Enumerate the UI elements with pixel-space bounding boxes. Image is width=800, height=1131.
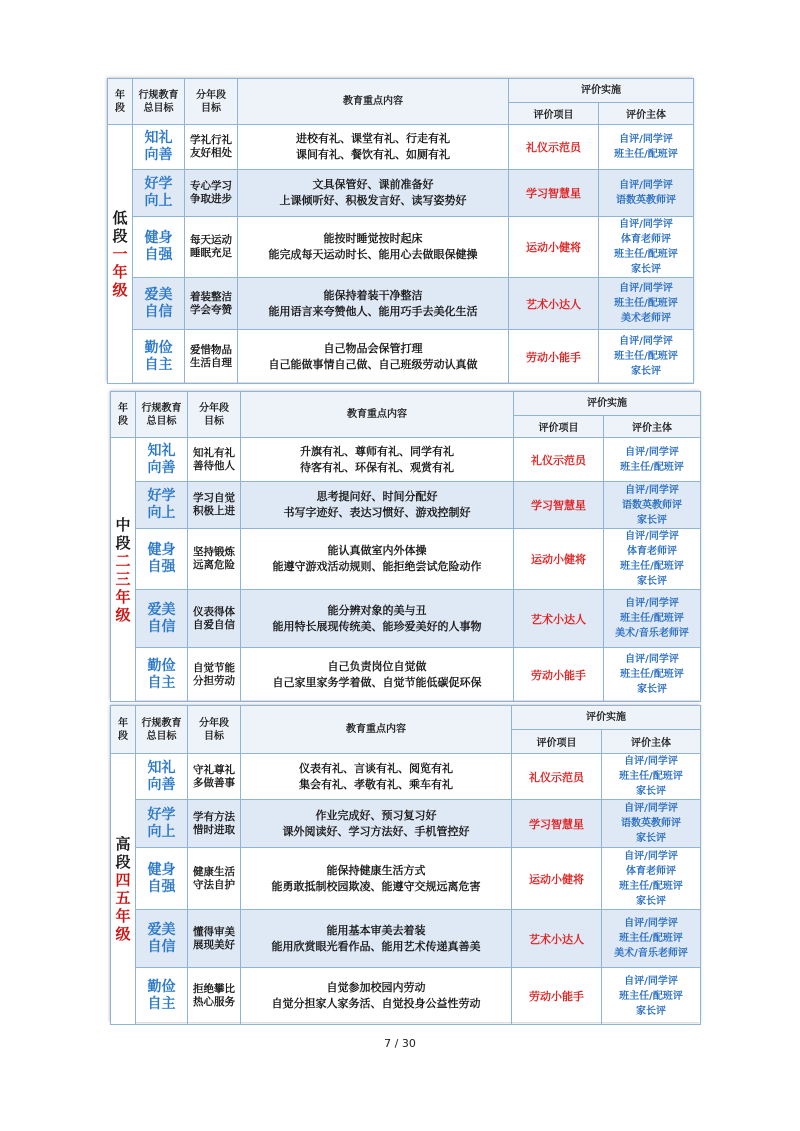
grade-char: 三 [115,569,131,588]
table-row [108,217,694,278]
content-cell [238,125,509,170]
header-grade-line: 年 [118,717,128,729]
header-goal-line: 行规教育 [138,89,179,101]
eval-subject-line: 体育老师评 [626,865,676,877]
eval-subject-line: 家长评 [637,684,667,695]
header-grade [111,706,136,754]
goal-line: 自强 [147,878,176,895]
content-cell [241,968,512,1025]
goal-line: 勤俭 [147,657,176,674]
header-sub-line: 目标 [204,730,224,742]
eval-subject-line: 班主任/配班评 [619,990,683,1002]
goal-line: 自主 [147,996,176,1012]
header-grade-line: 段 [118,730,128,742]
eval-subject-cell [602,968,701,1025]
table-row [111,648,701,702]
eval-subject-line: 班主任/配班评 [614,149,678,160]
sub-goal-cell [188,848,241,910]
eval-subject-line: 体育老师评 [627,546,677,557]
goal-line: 爱美 [147,601,176,618]
header-goal-line: 总目标 [146,730,177,742]
eval-subject-line: 美术/音乐老师评 [615,628,689,639]
content-cell [241,648,514,702]
eval-subject-line: 体育老师评 [621,234,671,245]
header-content: 教育重点内容 [241,392,514,438]
sub-goal-cell [188,754,241,800]
goal-line: 爱美 [147,921,176,938]
eval-subject-cell [602,800,701,848]
goal-line: 自信 [147,618,176,635]
table-row [111,910,701,968]
eval-item-cell: 礼仪示范员 [512,754,602,800]
sub-goal-line: 学有方法 [193,810,235,823]
goal-line: 自信 [144,303,173,320]
content-cell [238,217,509,278]
eval-subject-line: 家长评 [636,833,666,844]
grade-char: 级 [112,281,128,299]
sub-goal-line: 睡眠充足 [190,247,232,259]
header-eval-subject: 评价主体 [599,103,694,125]
goal-line: 向上 [147,823,176,840]
sub-goal-cell [188,910,241,968]
grade-char: 年 [112,263,128,281]
table-row [111,529,701,590]
eval-subject-line: 美术/音乐老师评 [614,948,688,959]
content-cell [241,910,512,968]
table-row [108,278,694,330]
sub-goal-line: 自觉节能 [193,661,235,674]
sub-goal-line: 守礼尊礼 [193,763,235,776]
sub-goal-line: 善待他人 [193,459,235,472]
page-number: 7 / 30 [384,1037,416,1050]
goal-cell [136,482,188,529]
grade-char: 段 [115,533,131,552]
grade-char: 中 [115,515,131,534]
content-line: 文具保管好、课前准备好 [312,178,434,191]
goal-line: 健身 [144,230,173,246]
sub-goal-line: 知礼有礼 [193,446,235,459]
eval-subject-line: 自评/同学评 [619,134,673,145]
eval-subject-line: 自评/同学评 [619,283,673,294]
goal-cell [136,590,188,648]
goal-cell [136,529,188,590]
goal-cell [133,217,185,278]
eval-subject-line: 自评/同学评 [624,803,678,814]
grade-char: 段 [112,227,128,245]
goal-cell [136,848,188,910]
header-grade-line: 段 [118,415,128,427]
grade-char: 低 [112,209,128,227]
goal-line: 自信 [147,938,176,955]
content-line: 能用语言来夸赞他人、能用巧手去美化生活 [268,304,478,318]
eval-subject-line: 家长评 [636,1005,666,1017]
header-goal-line: 行规教育 [141,717,182,729]
grade-label [111,438,136,702]
eval-item-cell: 学习智慧星 [509,170,599,217]
eval-subject-cell [599,278,694,330]
goal-line: 向上 [144,193,173,209]
goal-line: 知礼 [147,442,176,459]
evaluation-table-2 [110,391,700,700]
content-line: 集会有礼、孝敬有礼、乘车有礼 [299,777,453,791]
content-line: 自觉参加校园内劳动 [326,981,426,994]
eval-subject-line: 班主任/配班评 [620,669,684,680]
header-sub-line: 分年段 [199,402,229,414]
eval-subject-cell [599,330,694,384]
sub-goal-line: 专心学习 [190,180,232,192]
eval-item-cell: 运动小健将 [509,217,599,278]
eval-item-cell: 劳动小能手 [512,968,602,1025]
header-sub-line: 目标 [201,102,221,114]
eval-subject-line: 自评/同学评 [624,975,678,987]
goal-cell [136,800,188,848]
eval-item-cell: 学习智慧星 [514,482,604,529]
sub-goal-line: 学会夸赞 [190,303,232,316]
sub-goal-cell [185,170,238,217]
content-line: 自己家里家务学着做、自觉节能低碳促环保 [272,675,482,689]
eval-subject-line: 自评/同学评 [625,531,679,542]
grade-char: 级 [115,605,131,624]
header-sub-line: 分年段 [199,717,229,729]
header-content: 教育重点内容 [238,79,509,125]
eval-subject-line: 家长评 [637,576,667,587]
content-cell [238,278,509,330]
eval-subject-line: 自评/同学评 [625,598,679,609]
sub-goal-cell [188,438,241,482]
header-goal [136,392,188,438]
goal-line: 自主 [144,356,173,373]
eval-subject-line: 家长评 [637,514,667,526]
sub-goal-cell [188,529,241,590]
goal-line: 向善 [147,459,176,476]
eval-subject-line: 家长评 [636,895,666,907]
goal-cell [133,125,185,170]
goal-line: 向善 [144,147,173,163]
sub-goal-cell [185,278,238,330]
content-line: 能遵守游戏活动规则、能拒绝尝试危险动作 [272,560,482,573]
eval-subject-line: 班主任/配班评 [620,561,684,572]
table-row [111,754,701,800]
content-cell [238,330,509,384]
goal-line: 健身 [147,861,176,878]
header-sub-goal [188,392,241,438]
eval-subject-line: 自评/同学评 [625,654,679,665]
sub-goal-line: 每天运动 [190,234,232,246]
header-sub-line: 分年段 [196,89,226,101]
eval-subject-line: 自评/同学评 [619,180,673,191]
goal-line: 好学 [144,176,173,192]
goal-cell [133,278,185,330]
grade-char: 一 [112,245,128,263]
eval-subject-cell [602,848,701,910]
sub-goal-cell [185,217,238,278]
eval-subject-line: 自评/同学评 [625,446,679,458]
sub-goal-line: 惜时进取 [193,823,235,836]
eval-subject-line: 家长评 [631,264,661,275]
goal-line: 自强 [144,247,173,263]
header-goal-line: 总目标 [143,102,174,114]
eval-item-cell: 劳动小能手 [509,330,599,384]
content-cell [241,529,514,590]
eval-subject-line: 班主任/配班评 [619,880,683,892]
sub-goal-line: 守法自护 [193,878,235,891]
header-eval-subject: 评价主体 [602,730,701,754]
goal-line: 健身 [147,542,176,558]
sub-goal-line: 爱惜物品 [190,343,232,356]
eval-subject-cell [602,754,701,800]
eval-subject-line: 语数英教师评 [616,195,676,206]
eval-item-cell: 学习智慧星 [512,800,602,848]
sub-goal-line: 着装整洁 [190,290,232,303]
content-line: 能保持健康生活方式 [326,863,426,877]
goal-line: 自强 [147,559,176,575]
header-goal [133,79,185,125]
sub-goal-line: 学习自觉 [193,492,235,504]
eval-subject-line: 班主任/配班评 [619,771,683,782]
grade-char: 二 [115,551,131,570]
table [110,705,701,1025]
header-grade-line: 年 [115,89,125,101]
header-eval-item: 评价项目 [514,416,604,438]
goal-cell [136,438,188,482]
eval-subject-line: 美术老师评 [621,313,671,324]
content-line: 进校有礼、课堂有礼、行走有礼 [296,132,450,145]
header-sub-line: 目标 [204,415,224,427]
content-cell [241,848,512,910]
sub-goal-line: 生活自理 [190,356,232,369]
sub-goal-line: 坚持锻炼 [193,546,235,558]
header-evaluation: 评价实施 [512,706,701,730]
sub-goal-cell [185,125,238,170]
content-line: 书写字迹好、表达习惯好、游戏控制好 [283,506,471,519]
header-goal-line: 行规教育 [141,402,182,414]
content-cell [241,438,514,482]
sub-goal-line: 自爱自信 [193,618,235,631]
eval-item-cell: 艺术小达人 [512,910,602,968]
content-line: 自己物品会保管打理 [323,341,423,355]
goal-line: 勤俭 [147,979,176,995]
sub-goal-cell [188,648,241,702]
eval-subject-line: 班主任/配班评 [619,933,683,944]
goal-line: 知礼 [144,130,173,146]
sub-goal-line: 争取进步 [190,193,232,205]
sub-goal-line: 友好相处 [190,147,232,159]
goal-line: 好学 [147,806,176,823]
content-line: 能用欣赏眼光看作品、能用艺术传递真善美 [271,939,481,953]
goal-cell [136,648,188,702]
eval-subject-line: 自评/同学评 [624,918,678,929]
sub-goal-cell [188,482,241,529]
eval-subject-line: 自评/同学评 [619,219,673,230]
table [107,78,694,384]
sub-goal-line: 热心服务 [193,996,235,1008]
eval-item-cell: 礼仪示范员 [509,125,599,170]
sub-goal-line: 健康生活 [193,865,235,878]
content-line: 能保持着装干净整洁 [323,288,423,302]
sub-goal-line: 仪表得体 [193,605,235,618]
eval-subject-line: 自评/同学评 [625,484,679,496]
eval-subject-line: 自评/同学评 [624,850,678,862]
eval-subject-cell [604,482,701,529]
grade-char: 年 [115,587,131,606]
table-row [111,848,701,910]
table [110,391,701,702]
eval-subject-line: 家长评 [631,366,661,377]
grade-label [108,125,133,384]
header-sub-goal [185,79,238,125]
eval-subject-line: 班主任/配班评 [620,613,684,624]
sub-goal-line: 分担劳动 [193,674,235,687]
content-line: 能按时睡觉按时起床 [323,232,423,245]
sub-goal-line: 展现美好 [193,938,235,951]
eval-item-cell: 运动小健将 [512,848,602,910]
content-line: 能勇敢抵制校园欺凌、能遵守交规远离危害 [271,879,481,893]
grade-char: 级 [115,925,131,943]
goal-line: 知礼 [147,759,176,776]
content-cell [241,590,514,648]
goal-line: 爱美 [144,286,173,303]
sub-goal-cell [188,968,241,1025]
grade-char: 高 [115,835,131,853]
evaluation-table-1 [107,78,693,382]
header-grade-line: 段 [115,102,125,114]
header-evaluation: 评价实施 [514,392,701,416]
header-grade-line: 年 [118,402,128,414]
goal-cell [136,910,188,968]
eval-subject-cell [599,217,694,278]
eval-subject-cell [604,590,701,648]
goal-line: 向上 [147,505,176,521]
eval-subject-line: 自评/同学评 [624,756,678,767]
header-goal [136,706,188,754]
table-row [108,170,694,217]
eval-subject-cell [599,170,694,217]
goal-line: 向善 [147,776,176,793]
table-row [108,125,694,170]
content-cell [241,754,512,800]
table-row [111,590,701,648]
eval-subject-line: 班主任/配班评 [620,461,684,473]
content-line: 作业完成好、预习复习好 [315,808,437,822]
table-row [111,968,701,1025]
goal-cell [136,754,188,800]
eval-subject-cell [602,910,701,968]
content-cell [241,800,512,848]
content-line: 能用基本审美去着装 [326,923,426,937]
eval-subject-line: 班主任/配班评 [614,351,678,362]
goal-line: 勤俭 [144,339,173,356]
content-line: 课外阅读好、学习方法好、手机管控好 [282,824,470,838]
table-row [111,438,701,482]
content-line: 自己能做事情自己做、自己班级劳动认真做 [268,357,478,371]
eval-item-cell: 运动小健将 [514,529,604,590]
sub-goal-line: 拒绝攀比 [193,983,235,995]
sub-goal-cell [185,330,238,384]
content-cell [238,170,509,217]
content-line: 能完成每天运动时长、能用心去做眼保健操 [268,248,478,261]
grade-char: 段 [115,853,131,871]
content-line: 能分辨对象的美与丑 [327,603,427,617]
header-eval-item: 评价项目 [509,103,599,125]
goal-cell [133,170,185,217]
eval-subject-cell [599,125,694,170]
eval-subject-line: 语数英教师评 [621,818,681,829]
grade-char: 年 [115,907,131,925]
eval-subject-cell [604,648,701,702]
header-grade [108,79,133,125]
goal-cell [136,968,188,1025]
eval-item-cell: 艺术小达人 [509,278,599,330]
eval-item-cell: 艺术小达人 [514,590,604,648]
eval-subject-line: 自评/同学评 [619,336,673,347]
sub-goal-line: 懂得审美 [193,925,235,938]
eval-item-cell: 劳动小能手 [514,648,604,702]
content-line: 自己负责岗位自觉做 [327,659,427,673]
content-line: 上课倾听好、积极发言好、读写姿势好 [279,194,467,207]
content-line: 课间有礼、餐饮有礼、如厕有礼 [296,148,450,161]
eval-subject-line: 班主任/配班评 [614,298,678,309]
sub-goal-cell [188,590,241,648]
eval-item-cell: 礼仪示范员 [514,438,604,482]
content-line: 自觉分担家人家务活、自觉投身公益性劳动 [271,997,481,1010]
eval-subject-line: 家长评 [636,786,666,797]
header-eval-subject: 评价主体 [604,416,701,438]
grade-char: 五 [115,889,131,907]
eval-subject-line: 班主任/配班评 [614,249,678,260]
header-evaluation: 评价实施 [509,79,694,103]
goal-line: 自主 [147,674,176,691]
content-line: 思考提问好、时间分配好 [316,490,438,503]
header-eval-item: 评价项目 [512,730,602,754]
content-line: 升旗有礼、尊师有礼、同学有礼 [300,444,454,458]
content-line: 能认真做室内外体操 [327,544,427,557]
sub-goal-line: 学礼行礼 [190,134,232,146]
evaluation-table-3 [110,705,700,1022]
header-goal-line: 总目标 [146,415,177,427]
sub-goal-cell [188,800,241,848]
content-line: 能用特长展现传统美、能珍爱美好的人事物 [272,619,482,633]
goal-cell [133,330,185,384]
sub-goal-line: 积极上进 [193,505,235,517]
sub-goal-line: 多做善事 [193,776,235,789]
header-sub-goal [188,706,241,754]
table-row [108,330,694,384]
header-grade [111,392,136,438]
eval-subject-cell [604,438,701,482]
table-row [111,482,701,529]
grade-label [111,754,136,1025]
goal-line: 好学 [147,488,176,504]
table-row [111,800,701,848]
grade-char: 四 [115,871,131,889]
eval-subject-line: 语数英教师评 [622,499,682,511]
eval-subject-cell [604,529,701,590]
header-content: 教育重点内容 [241,706,512,754]
sub-goal-line: 远离危险 [193,559,235,571]
content-cell [241,482,514,529]
content-line: 待客有礼、环保有礼、观赏有礼 [300,460,454,474]
content-line: 仪表有礼、言谈有礼、阅览有礼 [299,761,453,775]
